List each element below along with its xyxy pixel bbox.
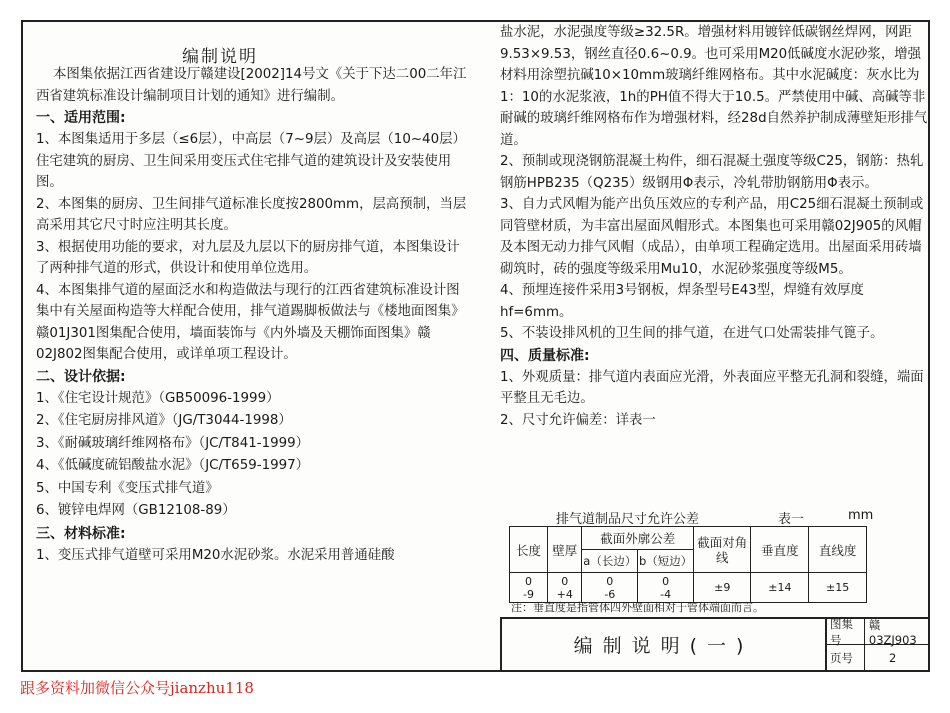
section-heading-quality: 四、质量标准: (500, 347, 590, 364)
table-number: 表一 (778, 512, 805, 527)
materials-item-1-start: 1、变压式排气道壁可采用M20水泥砂浆。水泥采用普通硅酸 (36, 547, 395, 563)
materials-item-2: 2、预制或现浇钢筋混凝土构件，细石混凝土强度等级C25，钢筋：热轧钢筋HPB235（Q235）级钢用Φ表示，冷轧带肋钢筋用Φ表示。 (500, 154, 924, 191)
header-section: 截面外廓公差 (582, 527, 694, 550)
page-row (827, 645, 928, 670)
header-wall: 壁厚 (548, 527, 582, 573)
header-diagonal: 截面对角线 (694, 527, 751, 573)
basis-item-6: 6、镀锌电焊网（GB12108-89） (36, 503, 236, 518)
header-straight: 直线度 (809, 527, 867, 573)
basis-item-3: 3、《耐碱玻璃纤维网格布》（JC/T841-1999） (36, 435, 310, 451)
cell-length: 0 -9 (510, 573, 548, 603)
table-note: 注：垂直度是指管体四外壁面相对于管体端面而言。 (511, 601, 764, 614)
table-unit: mm (848, 508, 874, 523)
materials-item-3: 3、自力式风帽为能产出负压效应的专利产品，用C25细石混凝土预制或同管壁材质，为丰富出屋面风帽形式。本图集也可采用赣02J905的风帽及本图无动力排气风帽（成品），由单项工程确定选用。出屋面采用砖墙砌筑时，砖的强度等级采用Mu10，水泥砂浆强度等级M5。 (500, 197, 924, 277)
quality-item-2: 2、尺寸允许偏差：详表一 (500, 412, 656, 428)
scope-item-1: 1、本图集适用于多层（≤6层），中高层（7~9层）及高层（10~40层）住宅建筑的厨房、卫生间采用变压式住宅排气道的建筑设计及安装使用图。 (36, 132, 466, 190)
cell-b: 0 -4 (638, 573, 694, 603)
section-heading-basis: 二、设计依据: (36, 368, 126, 385)
tolerance-table (509, 526, 867, 603)
header-a: a（长边） (582, 550, 638, 573)
cell-wall: 0 +4 (548, 573, 582, 603)
title-block (500, 617, 928, 670)
table-title: 排气道制品尺寸允许公差 (556, 512, 700, 527)
atlas-label: 图集号 (827, 619, 865, 644)
sheet-name: 编制说明(一) (502, 619, 827, 670)
table-caption (556, 508, 916, 527)
left-column (36, 64, 468, 566)
section-heading-materials: 三、材料标准: (36, 525, 126, 542)
section-heading-scope: 一、适用范围: (36, 110, 126, 126)
basis-item-1: 1、《住宅设计规范》（GB50096-1999） (36, 390, 280, 406)
watermark-text: 跟多资料加微信公众号jianzhu118 (20, 679, 254, 697)
header-vertical: 垂直度 (751, 527, 809, 573)
materials-item-5: 5、不装设排风机的卫生间的排气道，在进气口处需装排气篦子。 (500, 326, 884, 341)
page-label: 页号 (827, 645, 865, 670)
materials-item-4: 4、预埋连接件采用3号钢板，焊条型号E43型，焊缝有效厚度hf=6mm。 (500, 283, 864, 320)
cell-vertical: ±14 (751, 573, 809, 603)
atlas-number: 赣03ZJ903 (868, 617, 917, 647)
scope-item-4: 4、本图集排气道的屋面泛水和构造做法与现行的江西省建筑标准设计图集中有关屋面构造等大样配合使用，排气道踢脚板做法与《楼地面图集》赣01J301图集配合使用，墙面装饰与《内外墙及天棚饰面图集》赣02J802图集配合使用，或详单项工程设计。 (36, 282, 465, 362)
cell-a: 0 -6 (582, 573, 638, 603)
page-title: 编制说明 (182, 47, 258, 67)
scope-item-3: 3、根据使用功能的要求，对九层及九层以下的厨房排气道，本图集设计了两种排气道的形式，供设计和使用单位选用。 (36, 239, 460, 276)
page-number: 2 (889, 650, 897, 665)
header-length: 长度 (510, 527, 548, 573)
basis-item-5: 5、中国专利《变压式排气道》 (36, 480, 219, 496)
right-column (500, 22, 928, 431)
intro-paragraph: 本图集依据江西省建设厅赣建设[2002]14号文《关于下达二00二年江西省建筑标准设计编制项目计划的通知》进行编制。 (36, 67, 467, 104)
header-b: b（短边） (638, 550, 694, 573)
basis-item-2: 2、《住宅厨房排风道》（JG/T3044-1998） (36, 413, 292, 428)
basis-item-4: 4、《低碱度硫铝酸盐水泥》（JC/T659-1997） (36, 458, 310, 473)
cell-diagonal: ±9 (694, 573, 751, 603)
atlas-row (827, 616, 928, 647)
cell-straight: ±15 (809, 573, 867, 603)
quality-item-1: 1、外观质量：排气道内表面应光滑，外表面应平整无孔洞和裂缝，端面平整且无毛边。 (500, 369, 924, 406)
scope-item-2: 2、本图集的厨房、卫生间排气道标准长度按2800mm，层高预制，当层高采用其它尺寸时应注明其长度。 (36, 196, 467, 233)
materials-item-1-cont: 盐水泥，水泥强度等级≥32.5R。增强材料用镀锌低碳钢丝焊网，网距9.53×9.53，钢丝直径0.6~0.9。也可采用M20低碱度水泥砂浆，增强材料用涂塑抗碱10×10mm玻璃纤维网格布。其中水泥碱度：灰水比为1：10的水泥浆液，1h的PH值不得大于10.5。严禁使用中碱、高碱等非耐碱的玻璃纤维网格布作为增强材料，经28d自然养护制成薄壁矩形排气道。 (500, 25, 928, 148)
